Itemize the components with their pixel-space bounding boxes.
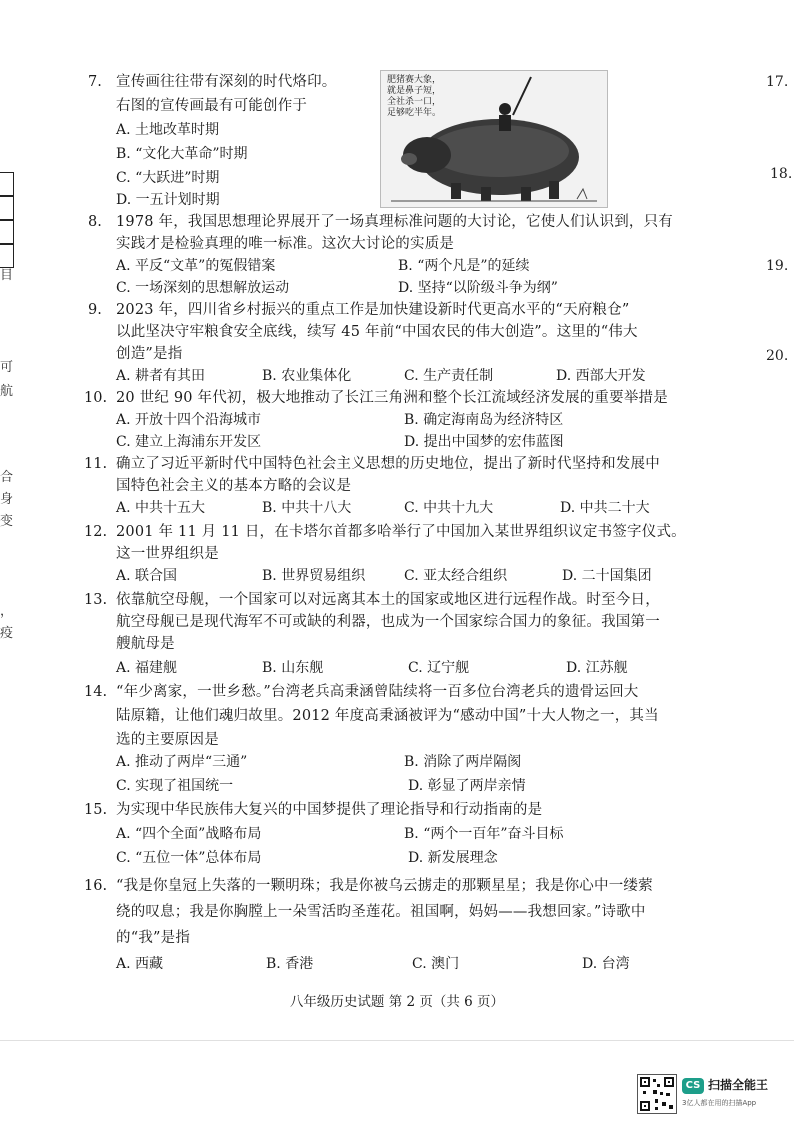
answer-option: C. 亚太经合组织 [404,568,508,584]
question-number: 16. [84,878,108,894]
answer-option: D. 坚持“以阶级斗争为纲” [398,280,558,296]
poster-caption [387,75,441,119]
right-margin-number: 19. [766,258,789,274]
scanner-app-name: 扫描全能王 [708,1078,769,1092]
answer-option: A. 土地改革时期 [116,122,220,138]
right-margin-number: 17. [766,74,789,90]
answer-option: A. “四个全面”战略布局 [116,826,262,842]
question-text: 2001 年 11 月 11 日，在卡塔尔首都多哈举行了中国加入某世界组织议定书签字仪式。 [116,524,686,540]
answer-option: C. 实现了祖国统一 [116,778,234,794]
left-margin-fragment: 航 [0,384,14,399]
question-text: 右图的宣传画最有可能创作于 [116,98,308,114]
answer-option: C. 澳门 [412,956,460,972]
poster-caption-line: 足够吃半年。 [387,108,442,118]
question-text: 为实现中华民族伟大复兴的中国梦提供了理论指导和行动指南的是 [116,802,543,818]
left-margin-fragment: 可 [0,360,14,375]
question-text: 艘航母是 [116,636,175,652]
answer-option: B. 香港 [266,956,314,972]
answer-option: A. 耕者有其田 [116,368,206,384]
poster-caption-line: 全社杀一口， [387,97,442,107]
answer-option: B. 世界贸易组织 [262,568,366,584]
question-text: 确立了习近平新时代中国特色社会主义思想的历史地位，提出了新时代坚持和发展中 [116,456,660,472]
answer-option: C. “大跃进”时期 [116,170,220,186]
answer-option: B. 山东舰 [262,660,324,676]
question-number: 15. [84,802,108,818]
question-text: “年少离家，一世乡愁。”台湾老兵高秉涵曾陆续将一百多位台湾老兵的遗骨运回大 [116,684,639,700]
scan-edge-divider [0,1040,794,1041]
answer-option: B. “两个凡是”的延续 [398,258,530,274]
answer-option: C. “五位一体”总体布局 [116,850,262,866]
answer-option: A. 联合国 [116,568,178,584]
question-text: 创造”是指 [116,346,183,362]
question-text: 1978 年，我国思想理论界展开了一场真理标准问题的大讨论，它使人们认识到，只有 [116,214,674,230]
question-text: 航空母舰已是现代海军不可或缺的利器，也成为一个国家综合国力的象征。我国第一 [116,614,660,630]
answer-option: B. 确定海南岛为经济特区 [404,412,564,428]
answer-option: C. 一场深刻的思想解放运动 [116,280,290,296]
question-text: 绕的叹息；我是你胸膛上一朵雪活昀圣莲花。祖国啊，妈妈——我想回家。”诗歌中 [116,904,646,920]
question-number: 11. [84,456,108,472]
answer-option: D. 中共二十大 [560,500,650,516]
question-number: 10. [84,390,108,406]
left-margin-fragment: ， [0,604,14,619]
right-margin-number: 20. [766,348,789,364]
question-number: 12. [84,524,108,540]
answer-option: D. 江苏舰 [566,660,628,676]
page-footer: 八年级历史试题 第 2 页（共 6 页） [289,994,505,1010]
question-text: “我是你皇冠上失落的一颗明珠；我是你被乌云掳走的那颗星星；我是你心中一缕萦 [116,878,653,894]
right-margin-number: 18. [770,166,793,182]
answer-option: B. 农业集体化 [262,368,352,384]
left-margin-fragment: 身 [0,492,14,507]
answer-option: A. 平反“文革”的冤假错案 [116,258,276,274]
question-text: 宣传画往往带有深刻的时代烙印。 [116,74,337,90]
propaganda-poster-image [380,70,608,208]
question-text: 这一世界组织是 [116,546,219,562]
question-number: 7. [88,74,102,90]
answer-option: A. 福建舰 [116,660,178,676]
answer-option: B. “两个一百年”奋斗目标 [404,826,564,842]
answer-option: A. 中共十五大 [116,500,206,516]
question-text: 依靠航空母舰，一个国家可以对远离其本土的国家或地区进行远程作战。时至今日， [116,592,660,608]
question-text: 国特色社会主义的基本方略的会议是 [116,478,352,494]
answer-option: B. 消除了两岸隔阂 [404,754,522,770]
poster-caption-line: 肥猪赛大象， [387,75,442,85]
answer-option: C. 建立上海浦东开发区 [116,434,262,450]
question-text: 实践才是检验真理的唯一标准。这次大讨论的实质是 [116,236,455,252]
question-text: 2023 年，四川省乡村振兴的重点工作是加快建设新时代更高水平的“天府粮仓” [116,302,630,318]
camscanner-logo: CS [682,1078,704,1094]
answer-option: C. 辽宁舰 [408,660,470,676]
question-text: 选的主要原因是 [116,732,219,748]
question-number: 8. [88,214,102,230]
left-margin-fragment: 疫 [0,626,14,641]
question-text: 20 世纪 90 年代初，极大地推动了长江三角洲和整个长江流域经济发展的重要举措是 [116,390,668,406]
answer-option: D. 台湾 [582,956,630,972]
answer-option: D. 新发展理念 [408,850,498,866]
left-margin-box [0,196,14,220]
question-number: 14. [84,684,108,700]
answer-option: A. 开放十四个沿海城市 [116,412,262,428]
answer-option: C. 生产责任制 [404,368,494,384]
left-margin-fragment: 目 [0,268,14,283]
left-margin-box [0,172,14,196]
question-number: 13. [84,592,108,608]
answer-option: D. 西部大开发 [556,368,646,384]
question-text: 的“我”是指 [116,930,191,946]
answer-option: C. 中共十九大 [404,500,494,516]
answer-option: D. 提出中国梦的宏伟蓝图 [404,434,564,450]
answer-option: B. “文化大革命”时期 [116,146,248,162]
question-number: 9. [88,302,102,318]
answer-option: D. 一五计划时期 [116,192,220,208]
answer-option: A. 西藏 [116,956,164,972]
answer-option: B. 中共十八大 [262,500,352,516]
question-text: 以此坚决守牢粮食安全底线，续写 45 年前“中国农民的伟大创造”。这里的“伟大 [116,324,638,340]
qr-code-icon [637,1074,677,1114]
left-margin-fragment: 变 [0,514,14,529]
answer-option: D. 彰显了两岸亲情 [408,778,526,794]
poster-caption-line: 就是鼻子短， [387,86,442,96]
answer-option: D. 二十国集团 [562,568,652,584]
scanner-tagline: 3亿人都在用的扫描App [682,1099,757,1107]
answer-option: A. 推动了两岸“三通” [116,754,248,770]
left-margin-box [0,220,14,244]
question-text: 陆原籍，让他们魂归故里。2012 年度高秉涵被评为“感动中国”十大人物之一，其当 [116,708,659,724]
left-margin-fragment: 合 [0,470,14,485]
